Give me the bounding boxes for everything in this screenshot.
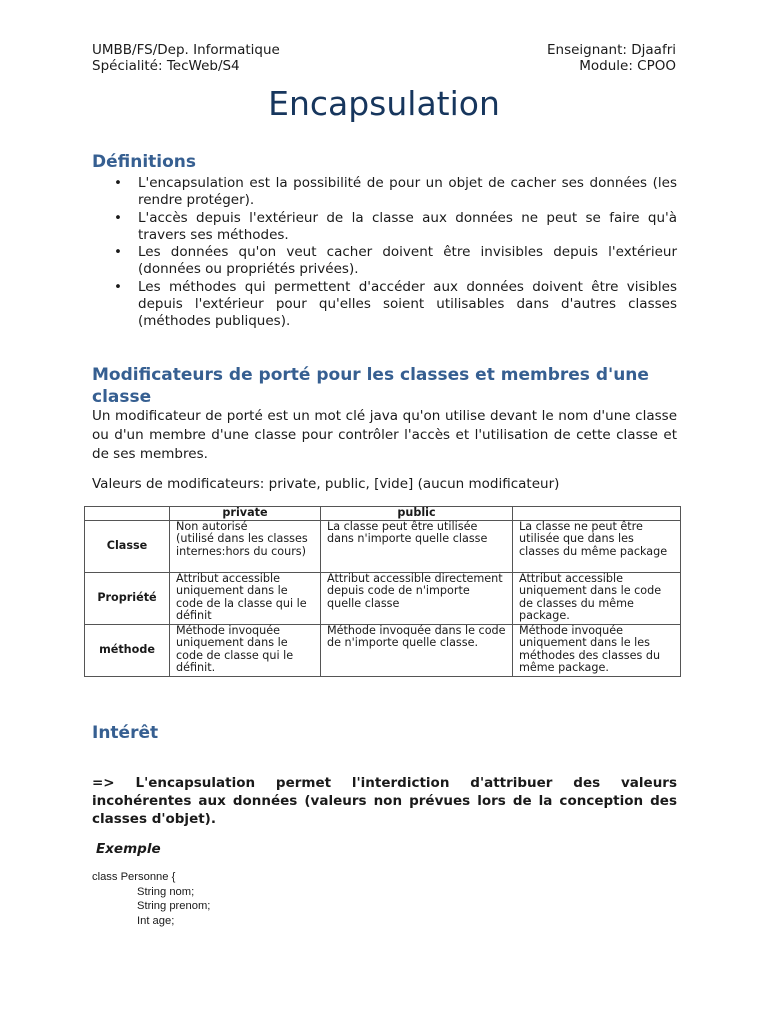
table-cell: Méthode invoquée dans le code de n'importe quelle classe. [321,624,513,676]
modifiers-table [84,506,681,677]
header-department: UMBB/FS/Dep. Informatique [92,42,280,58]
table-header-cell [513,507,681,521]
table-cell: La classe peut être utilisée dans n'importe quelle classe [321,520,513,572]
header-right [547,42,676,74]
modificateurs-values: Valeurs de modificateurs: private, public, [vide] (aucun modificateur) [92,476,560,492]
list-item-text: L'accès depuis l'extérieur de la classe aux données ne peut se faire qu'à travers ses méthodes. [138,209,677,243]
definitions-list [114,175,677,331]
definitions-heading: Définitions [92,152,197,172]
list-item-text: Les méthodes qui permettent d'accéder aux données doivent être visibles depuis l'extérieur pour qu'elles soient utilisables dans d'autres classes (méthodes publiques). [138,278,677,330]
modificateurs-heading: Modificateurs de porté pour les classes et membres d'une classe [92,365,649,407]
table-header-cell [85,507,170,521]
list-item-text: L'encapsulation est la possibilité de pour un objet de cacher ses données (les rendre protéger). [138,175,677,209]
bullet-glyph: • [114,278,122,295]
table-cell: Attribut accessible directement depuis code de n'importe quelle classe [321,572,513,624]
exemple-label: Exemple [96,841,161,857]
table-header-row [85,507,681,521]
code-line: Int age; [137,914,175,927]
code-line: String nom; [137,885,195,898]
table-cell: Méthode invoquée uniquement dans le les méthodes des classes du même package. [513,624,681,676]
list-item-text: Les données qu'on veut cacher doivent être invisibles depuis l'extérieur (données ou propriétés privées). [138,244,677,278]
table-cell: Attribut accessible uniquement dans le code de classes du même package. [513,572,681,624]
bullet-glyph: • [114,209,122,226]
list-item [114,244,677,279]
header-module: Module: CPOO [579,58,676,74]
bullet-glyph: • [114,244,122,261]
code-line: String prenom; [137,900,211,912]
table-row [85,572,681,624]
table-header-cell: private [170,507,321,521]
modificateurs-paragraph: Un modificateur de porté est un mot clé java qu'on utilise devant le nom d'une classe ou d'un membre d'une classe pour contrôler l'accès et l'utilisation de cette classe et de ses membres. [92,408,677,462]
list-item [114,279,677,331]
bullet-glyph: • [114,175,122,191]
table-cell: La classe ne peut être utilisée que dans les classes du même package [513,520,681,572]
table-cell: Non autorisé (utilisé dans les classes internes:hors du cours) [170,520,321,572]
header-left [92,42,280,74]
table-cell: Méthode invoquée uniquement dans le code de classe qui le définit. [170,624,321,676]
table-row-header: Propriété [85,572,170,624]
table-cell: Attribut accessible uniquement dans le code de la classe qui le définit [170,572,321,624]
code-line: class Personne { [92,871,176,883]
interet-heading: Intérêt [92,723,159,743]
header-speciality: Spécialité: TecWeb/S4 [92,58,240,74]
header-teacher: Enseignant: Djaafri [546,42,676,58]
list-item [114,210,677,245]
interet-text: => L'encapsulation permet l'interdiction d'attribuer des valeurs incohérentes aux données (valeurs non prévues lors de la conception des classes d'objet). [92,775,677,827]
table-row-header: Classe [85,520,170,572]
table-row-header: méthode [85,624,170,676]
table-row [85,624,681,676]
list-item [114,175,677,210]
table-header-cell: public [321,507,513,521]
code-block [92,870,210,928]
page-title: Encapsulation [268,84,500,123]
table-row [85,520,681,572]
